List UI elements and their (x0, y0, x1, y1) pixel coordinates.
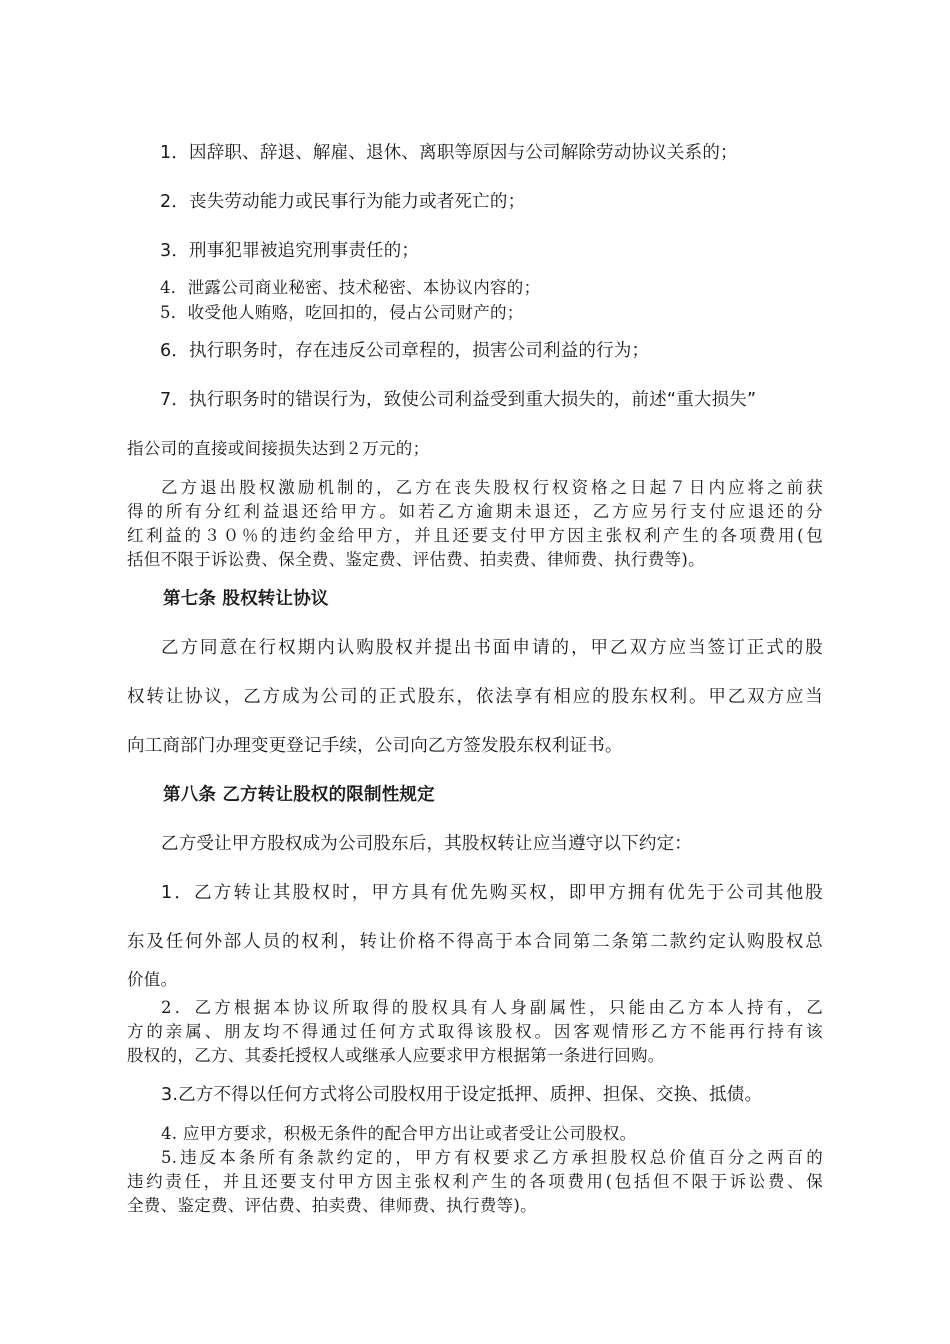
list-item-continuation: 指公司的直接或间接损失达到２万元的； (127, 439, 430, 458)
paragraph-line: 全费、鉴定费、评估费、拍卖费、律师费、执行费等)。 (127, 1196, 537, 1215)
list-item: 7．执行职务时的错误行为，致使公司利益受到重大损失的，前述“重大损失” (160, 390, 757, 410)
paragraph-line: 括但不限于诉讼费、保全费、鉴定费、评估费、拍卖费、律师费、执行费等)。 (127, 550, 705, 569)
paragraph-line: 东及任何外部人员的权利，转让价格不得高于本合同第二条第二款约定认购股权总 (127, 932, 823, 952)
paragraph-line: 2．乙方根据本协议所取得的股权具有人身副属性，只能由乙方本人持有，乙 (161, 998, 823, 1017)
paragraph-line: 乙方退出股权激励机制的，乙方在丧失股权行权资格之日起７日内应将之前获 (161, 478, 823, 497)
section-heading: 第八条 乙方转让股权的限制性规定 (163, 785, 435, 805)
section-heading: 第七条 股权转让协议 (163, 589, 329, 609)
list-item: 2．丧失劳动能力或民事行为能力或者死亡的； (160, 192, 526, 212)
list-item: 1．因辞职、辞退、解雇、退休、离职等原因与公司解除劳动协议关系的； (160, 143, 738, 163)
paragraph-line: 乙方同意在行权期内认购股权并提出书面申请的，甲乙双方应当签订正式的股 (161, 638, 823, 658)
paragraph-line: 1．乙方转让其股权时，甲方具有优先购买权，即甲方拥有优先于公司其他股 (161, 883, 823, 903)
paragraph-line: 乙方受让甲方股权成为公司股东后，其股权转让应当遵守以下约定： (161, 834, 692, 854)
list-item: 3．刑事犯罪被追究刑事责任的； (160, 241, 420, 261)
paragraph-line: 得的所有分红利益退还给甲方。如若乙方逾期未退还，乙方应另行支付应退还的分 (127, 502, 823, 521)
list-item: 6．执行职务时，存在违反公司章程的，损害公司利益的行为； (160, 341, 650, 361)
paragraph-line: 向工商部门办理变更登记手续，公司向乙方签发股东权利证书。 (127, 736, 623, 756)
paragraph-line: 价值。 (127, 970, 178, 989)
paragraph-line: 5.违反本条所有条款约定的，甲方有权要求乙方承担股权总价值百分之两百的 (161, 1148, 823, 1167)
paragraph-line: 4. 应甲方要求，积极无条件的配合甲方出让或者受让公司股权。 (161, 1124, 637, 1143)
paragraph-line: 3.乙方不得以任何方式将公司股权用于设定抵押、质押、担保、交换、抵债。 (161, 1085, 763, 1105)
list-item: 4．泄露公司商业秘密、技术秘密、本协议内容的； (160, 278, 541, 297)
paragraph-line: 方的亲属、朋友均不得通过任何方式取得该股权。因客观情形乙方不能再行持有该 (127, 1022, 823, 1041)
list-item: 5．收受他人贿赂，吃回扣的，侵占公司财产的； (160, 303, 524, 322)
paragraph-line: 违约责任，并且还要支付甲方因主张权利产生的各项费用(包括但不限于诉讼费、保 (127, 1172, 823, 1191)
paragraph-line: 权转让协议，乙方成为公司的正式股东，依法享有相应的股东权利。甲乙双方应当 (127, 687, 823, 707)
paragraph-line: 股权的，乙方、其委托授权人或继承人应要求甲方根据第一条进行回购。 (127, 1046, 665, 1065)
paragraph-line: 红利益的３０％的违约金给甲方，并且还要支付甲方因主张权利产生的各项费用(包 (127, 526, 823, 545)
